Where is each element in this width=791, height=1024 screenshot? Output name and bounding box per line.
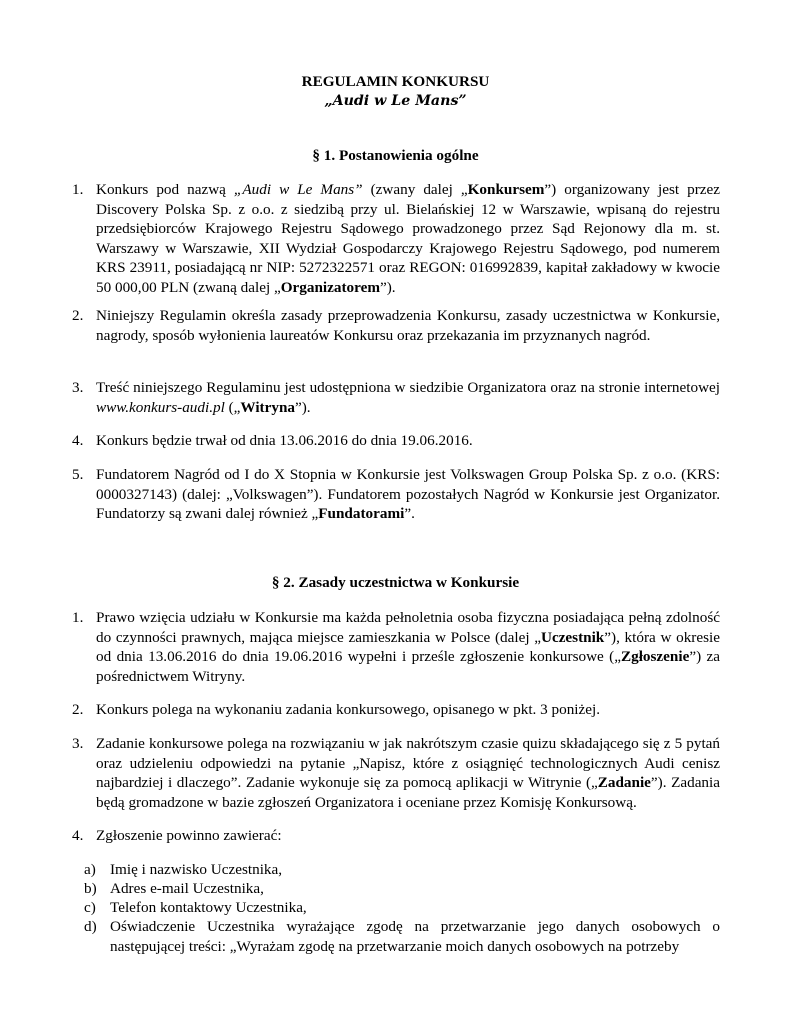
s2-subitem-b-letter: b): [84, 880, 97, 897]
s2-item-4-number: 4.: [72, 827, 84, 844]
s1-item-2-text: Niniejszy Regulamin określa zasady przeprowadzenia Konkursu, zasady uczestnictwa w Konkursie, nagrody, sposób wyłonienia laureatów Konkursu oraz przekazania im przyznanych nagród.: [96, 307, 720, 344]
document-subtitle: „Audi w Le Mans”: [324, 93, 467, 109]
s1-item-5-number: 5.: [72, 466, 84, 483]
s1-item-2-number: 2.: [72, 307, 84, 324]
s2-subitem-d-text: Oświadczenie Uczestnika wyrażające zgodę na przetwarzanie jego danych osobowych o następującej treści: „Wyrażam zgodę na przetwarzanie moich danych osobowych na potrzeby: [110, 918, 720, 955]
s2-subitem-a-text: Imię i nazwisko Uczestnika,: [110, 861, 283, 878]
s2-item-1-text: Prawo wzięcia udziału w Konkursie ma każda pełnoletnia osoba fizyczna posiadająca pełną zdolność do czynności prawnych, mająca miejsce zamieszkania w Polsce (dalej „Uczestnik”), która w okresie od dnia 13.06.2016 do dnia 19.06.2016 wypełni i prześle zgłoszenie konkursowe („Zgłoszenie”) za pośrednictwem Witryny.: [96, 609, 721, 685]
s2-subitem-c-letter: c): [84, 899, 96, 916]
document-title: REGULAMIN KONKURSU: [301, 73, 490, 90]
s1-item-4-number: 4.: [72, 432, 84, 449]
s2-item-2-number: 2.: [72, 701, 84, 718]
s1-item-3-number: 3.: [72, 379, 84, 396]
s1-item-3-text: Treść niniejszego Regulaminu jest udostępniona w siedzibie Organizatora oraz na stronie internetowej www.konkurs-audi.pl („Witryna”).: [96, 379, 720, 416]
s1-item-1-text: Konkurs pod nazwą „Audi w Le Mans” (zwany dalej „Konkursem”) organizowany jest przez Discovery Polska Sp. z o.o. z siedzibą przy ul. Bielańskiej 12 w Warszawie, wpisaną do rejestru przedsiębiorców Krajowego Rejestru Sądowego prowadzonego przez Sąd Rejonowy dla m. st. Warszawy w Warszawie, XII Wydział Gospodarczy Krajowego Rejestru Sądowego, pod numerem KRS 23911, posiadającą nr NIP: 5272322571 oraz REGON: 016992839, kapitał zakładowy w kwocie 50 000,00 PLN (zwaną dalej „Organizatorem”).: [96, 181, 720, 296]
s1-item-4-text: Konkurs będzie trwał od dnia 13.06.2016 do dnia 19.06.2016.: [96, 432, 473, 449]
s2-item-4-text: Zgłoszenie powinno zawierać:: [96, 827, 282, 844]
s2-item-2-text: Konkurs polega na wykonaniu zadania konkursowego, opisanego w pkt. 3 poniżej.: [96, 701, 601, 718]
s2-subitem-c-text: Telefon kontaktowy Uczestnika,: [110, 899, 307, 916]
s2-subitem-b-text: Adres e-mail Uczestnika,: [110, 880, 264, 897]
s2-subitem-a-letter: a): [84, 861, 96, 878]
s1-item-1-number: 1.: [72, 181, 84, 198]
s1-item-5-text: Fundatorem Nagród od I do X Stopnia w Konkursie jest Volkswagen Group Polska Sp. z o.o. (KRS: 0000327143) (dalej: „Volkswagen”). Fundatorem pozostałych Nagród w Konkursie jest Organizator. Fundatorzy są zwani dalej również „Fundatorami”.: [96, 466, 720, 523]
s2-subitem-d-letter: d): [84, 918, 97, 935]
s2-item-3-number: 3.: [72, 735, 84, 752]
s2-item-3-text: Zadanie konkursowe polega na rozwiązaniu w jak nakrótszym czasie quizu składającego się z 5 pytań oraz udzieleniu odpowiedzi na pytanie „Napisz, które z osiągnięć technologicznych Audi cenisz najbardziej i dlaczego”. Zadanie wykonuje się za pomocą aplikacji w Witrynie („Zadanie”). Zadania będą gromadzone w bazie zgłoszeń Organizatora i oceniane przez Komisję Konkursową.: [96, 735, 720, 811]
section-1-heading: § 1. Postanowienia ogólne: [312, 147, 479, 164]
s2-item-1-number: 1.: [72, 609, 84, 626]
section-2-heading: § 2. Zasady uczestnictwa w Konkursie: [271, 574, 520, 591]
